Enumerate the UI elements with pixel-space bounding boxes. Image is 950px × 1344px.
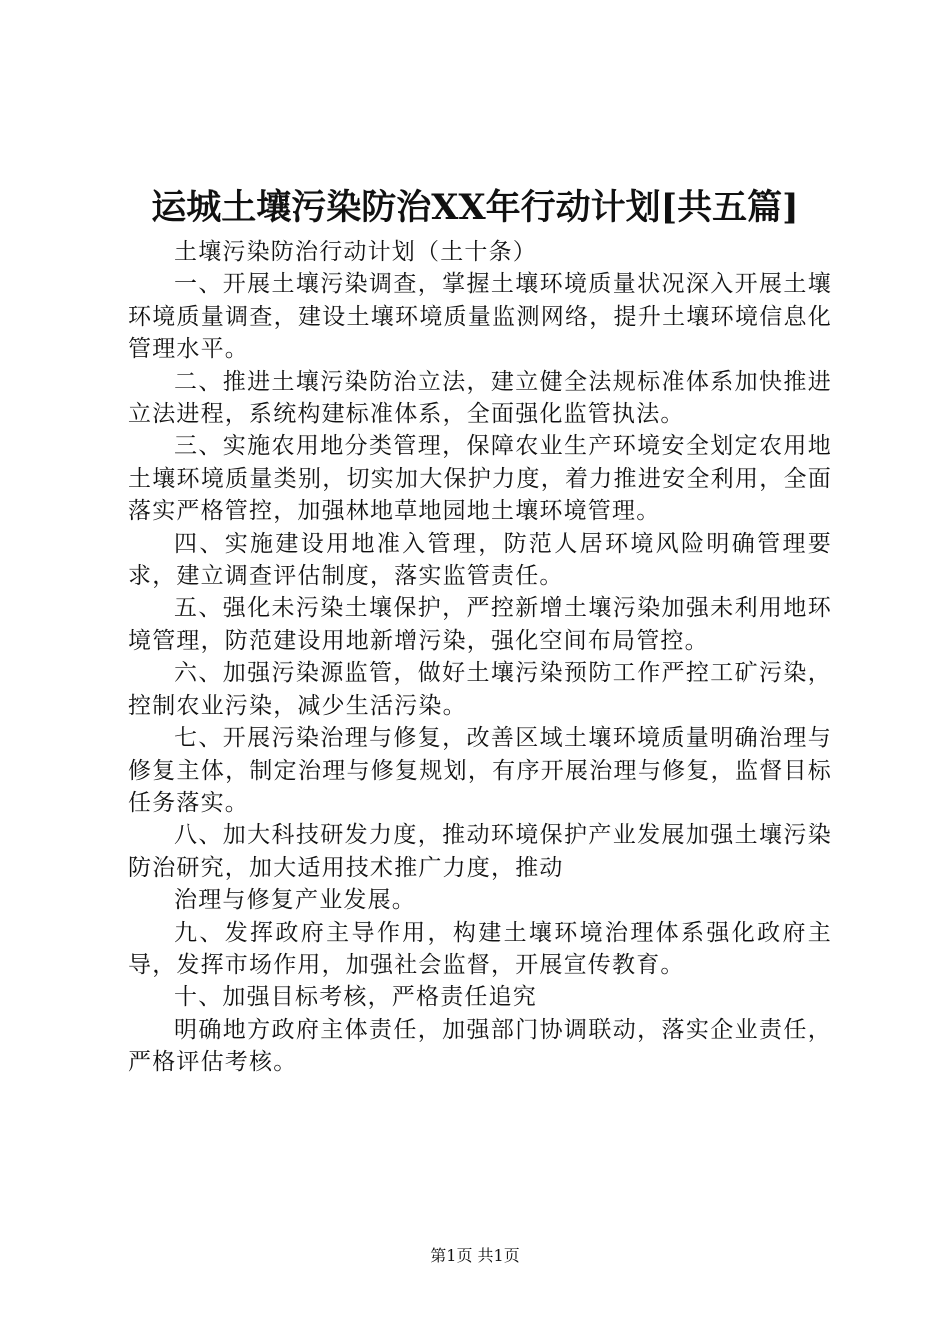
paragraph-item-2: 二、推进土壤污染防治立法，建立健全法规标准体系加快推进立法进程，系统构建标准体系，全面强化监管执法。	[128, 368, 832, 428]
paragraph-item-8: 八、加大科技研发力度，推动环境保护产业发展加强土壤污染防治研究，加大适用技术推广力度，推动	[128, 822, 832, 881]
paragraph-item-3: 三、实施农用地分类管理，保障农业生产环境安全划定农用地土壤环境质量类别，切实加大保护力度，着力推进安全利用，全面落实严格管控，加强林地草地园地土壤环境管理。	[128, 433, 832, 525]
paragraph-item-8-continued: 治理与修复产业发展。	[174, 887, 416, 914]
paragraph-item-7: 七、开展污染治理与修复，改善区域土壤环境质量明确治理与修复主体，制定治理与修复规划，有序开展治理与修复，监督目标任务落实。	[128, 725, 832, 816]
paragraph-item-10-detail: 明确地方政府主体责任，加强部门协调联动，落实企业责任，严格评估考核。	[128, 1016, 832, 1076]
paragraph-item-6: 六、加强污染源监管，做好土壤污染预防工作严控工矿污染，控制农业污染，减少生活污染。	[128, 660, 832, 719]
document-body	[128, 236, 832, 1079]
page-footer: 第1页 共1页	[430, 1246, 520, 1265]
paragraph-item-1: 一、开展土壤污染调查，掌握土壤环境质量状况深入开展土壤环境质量调查，建设土壤环境质量监测网络，提升土壤环境信息化管理水平。	[128, 271, 832, 363]
paragraph-heading: 土壤污染防治行动计划（土十条）	[174, 239, 537, 265]
paragraph-item-5: 五、强化未污染土壤保护，严控新增土壤污染加强未利用地环境管理，防范建设用地新增污染，强化空间布局管控。	[128, 595, 832, 654]
paragraph-item-9: 九、发挥政府主导作用，构建土壤环境治理体系强化政府主导，发挥市场作用，加强社会监督，开展宣传教育。	[128, 919, 832, 978]
paragraph-item-4: 四、实施建设用地准入管理，防范人居环境风险明确管理要求，建立调查评估制度，落实监管责任。	[128, 530, 832, 590]
paragraph-item-10: 十、加强目标考核，严格责任追究	[174, 984, 537, 1011]
document-title: 运城土壤污染防治XX年行动计划[共五篇]	[151, 187, 799, 228]
